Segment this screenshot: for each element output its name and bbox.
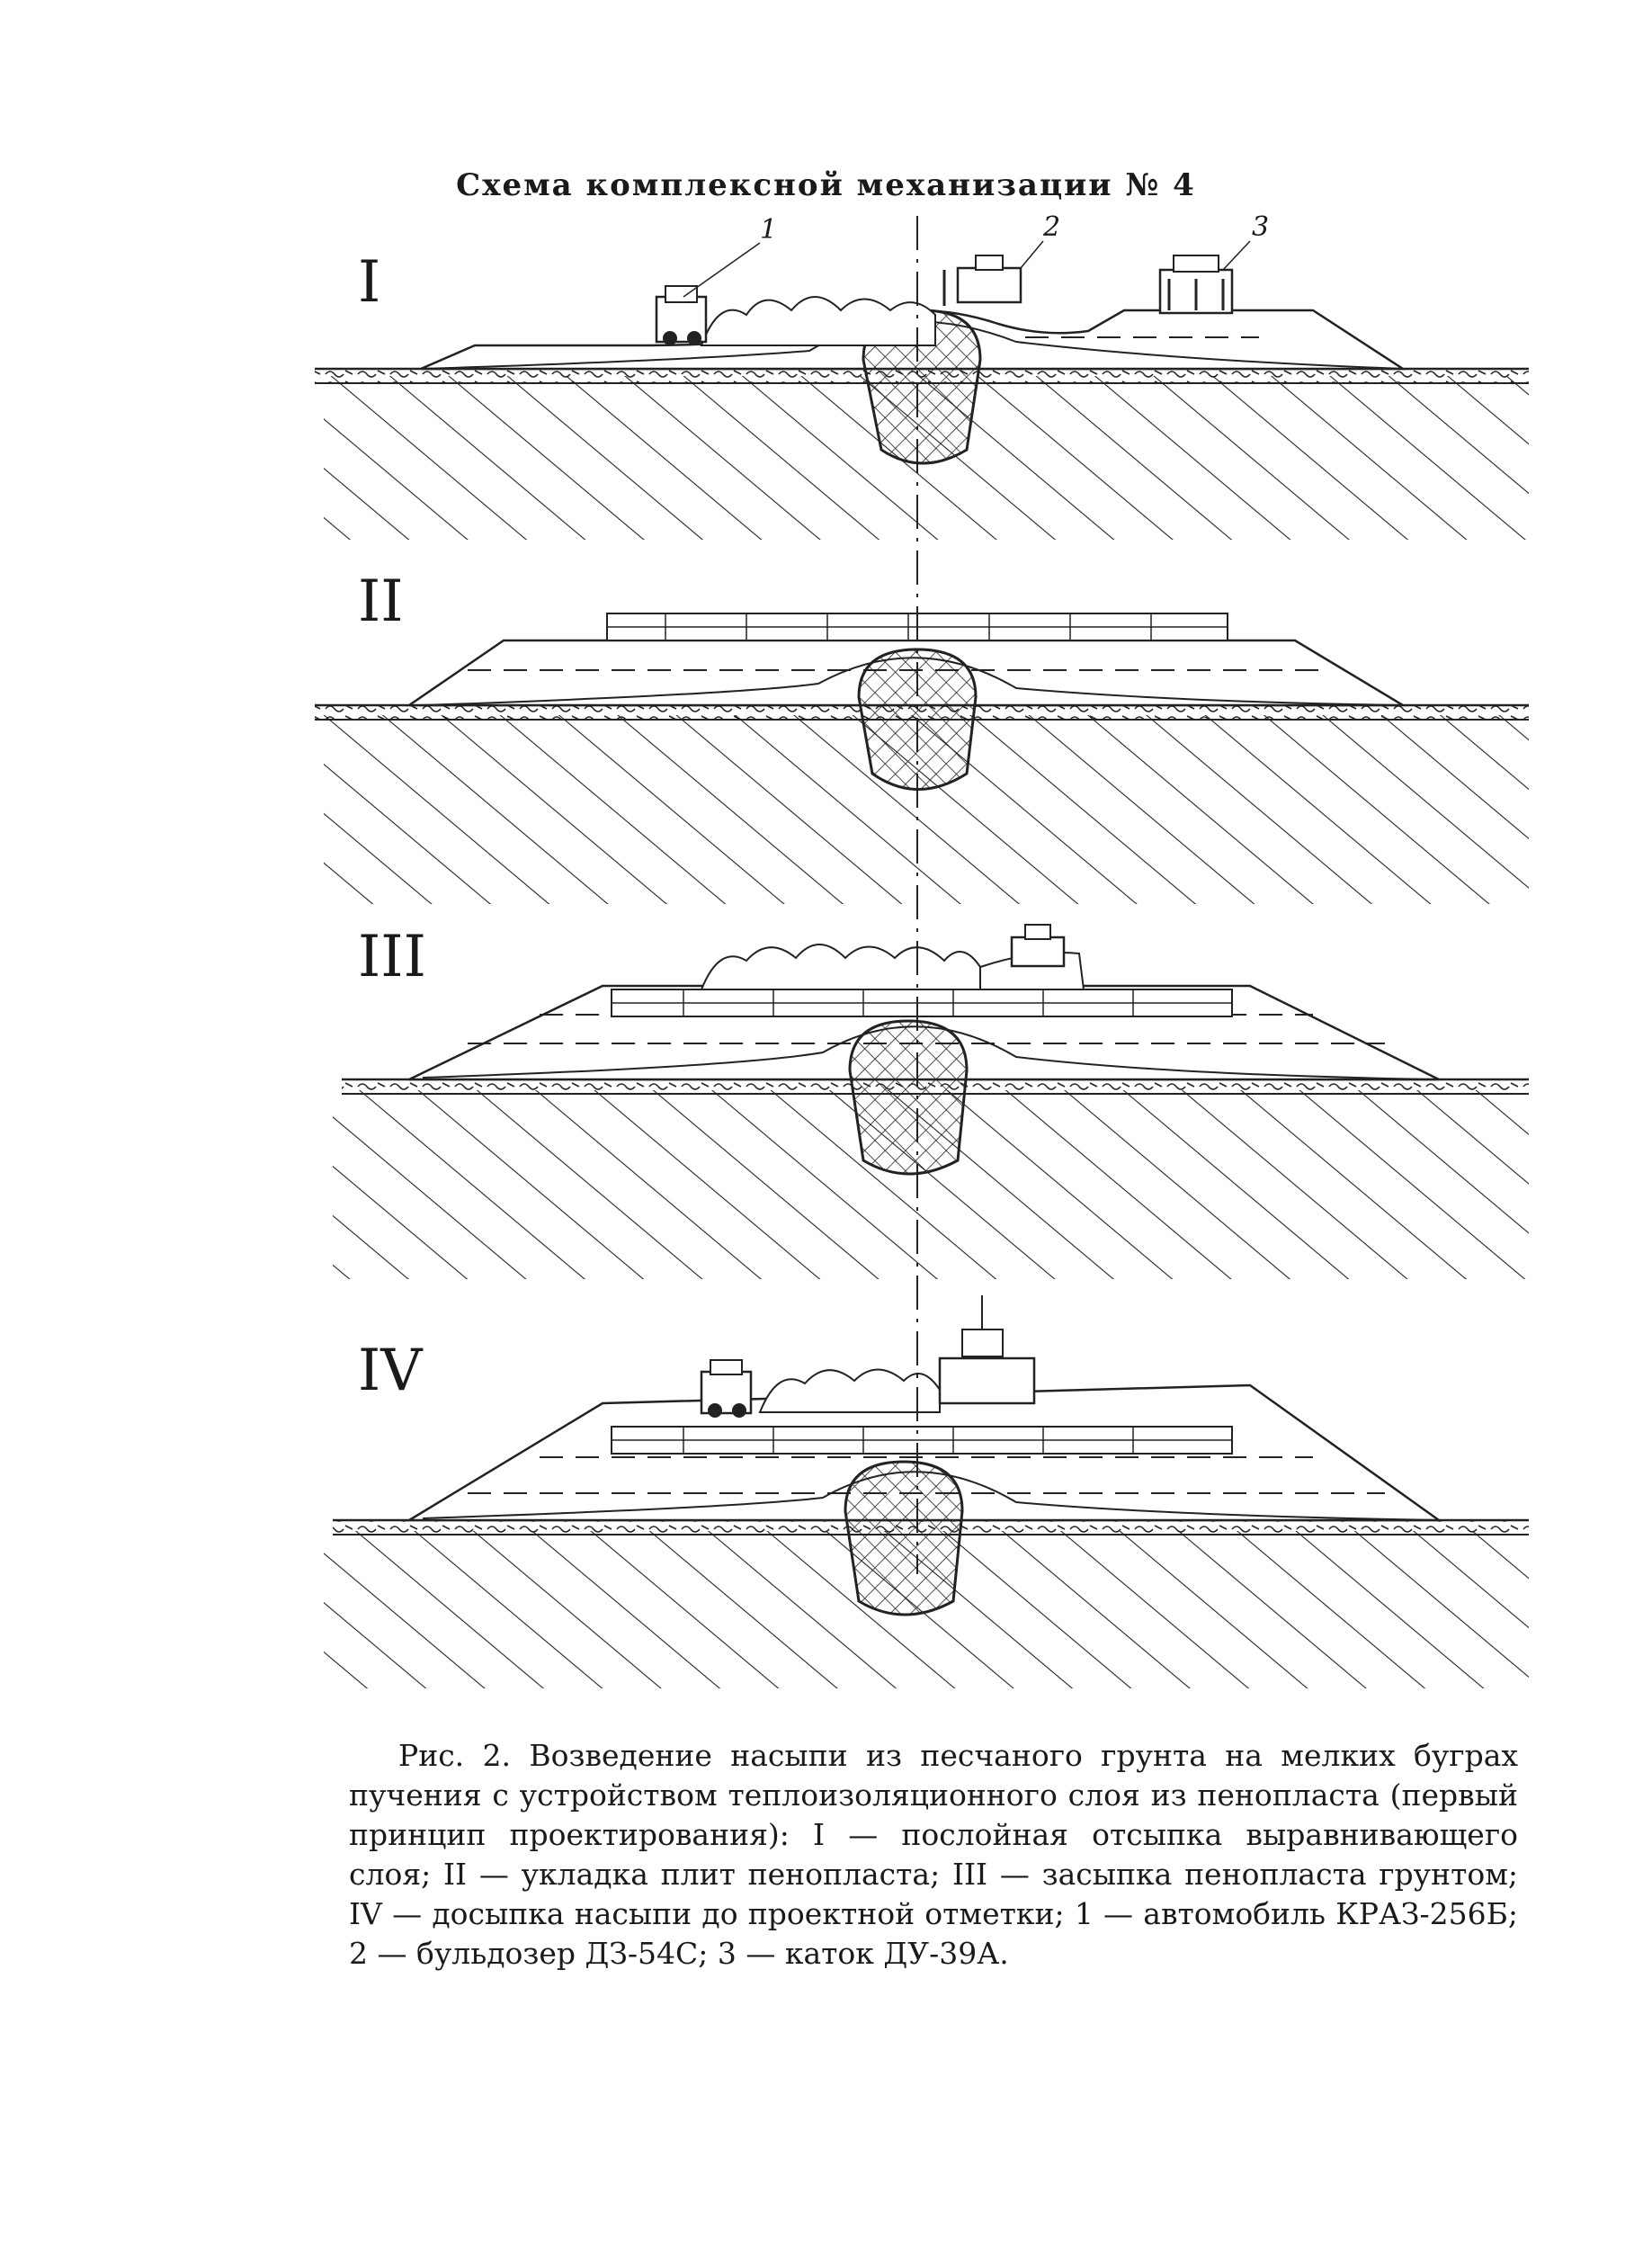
stage-2-section	[315, 568, 1529, 904]
foam-plates	[612, 1427, 1232, 1454]
bulldozer-icon	[980, 925, 1084, 989]
figure-caption: Рис. 2. Возведение насыпи из песчаного грунта на мелких буграх пучения с устройством теплоизоляционного слоя из пенопласта (первый принцип проектирования): I — послойная отсыпка выравнивающего слоя; II — укладка плит пенопласта; III — засыпка пенопласта грунтом; IV — досыпка насыпи до проектной отметки; 1 — автомобиль КРАЗ-256Б; 2 — бульдозер ДЗ-54С; 3 — каток ДУ-39А.	[349, 1738, 1518, 1971]
bulldozer-icon	[940, 1295, 1034, 1403]
soil-piles	[701, 944, 980, 989]
foam-plates	[612, 989, 1232, 1016]
stage-label-2: II	[358, 568, 404, 635]
callout-label-1: 1	[760, 214, 778, 246]
stage-1-section	[315, 211, 1529, 540]
stage-label-1: I	[358, 249, 381, 316]
stage-3-section	[333, 924, 1529, 1279]
truck-kraz-icon	[701, 1360, 751, 1418]
stage-4-section	[324, 1295, 1529, 1688]
stage-label-4: IV	[358, 1338, 423, 1404]
page-title: Схема комплексной механизации № 4	[456, 167, 1196, 203]
soil-piles	[760, 1370, 940, 1413]
soil-piles	[701, 297, 935, 345]
stage-label-3: III	[358, 924, 426, 990]
bulldozer-icon	[944, 255, 1021, 306]
frost-heave-mound	[850, 1021, 967, 1174]
callout-label-3: 3	[1252, 211, 1270, 243]
roller-icon	[1160, 255, 1232, 313]
truck-kraz-icon	[656, 286, 706, 345]
frost-heave-mound	[845, 1462, 962, 1615]
callout-label-2: 2	[1043, 211, 1061, 243]
